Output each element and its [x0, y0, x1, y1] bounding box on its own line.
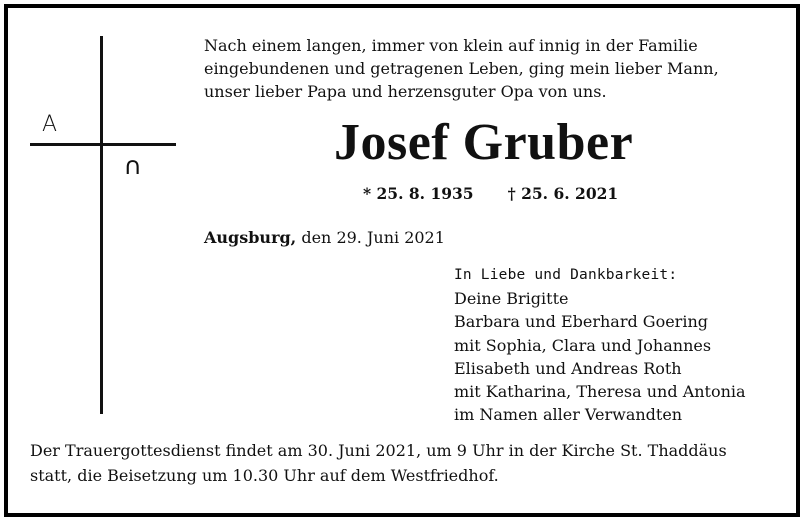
mourner-line: mit Sophia, Clara und Johannes [454, 335, 712, 355]
service-info [30, 438, 780, 488]
service-line: Der Trauergottesdienst findet am 30. Juni 2021, um 9 Uhr in der Kirche St. Thaddäus [30, 441, 727, 460]
service-line: statt, die Beisetzung um 10.30 Uhr auf dem Westfriedhof. [30, 466, 499, 485]
deceased-name: Josef Gruber [334, 114, 634, 171]
intro-line: unser lieber Papa und herzensguter Opa von uns. [204, 82, 607, 101]
birth-date: * 25. 8. 1935 [363, 184, 474, 203]
signoff-heading: In Liebe und Dankbarkeit: [454, 267, 678, 283]
place-date: den 29. Juni 2021 [296, 228, 445, 247]
mourner-line: Deine Brigitte [454, 289, 569, 309]
cross-vertical-bar [100, 36, 103, 414]
intro-line: Nach einem langen, immer von klein auf innig in der Familie [204, 36, 698, 55]
mourner-line: Barbara und Eberhard Goering [454, 312, 708, 332]
mourner-line: Elisabeth und Andreas Roth [454, 358, 682, 378]
place-city: Augsburg, [204, 228, 297, 247]
omega-symbol-icon: ∩ [123, 152, 143, 180]
alpha-symbol-icon: A [42, 112, 58, 137]
mourner-line: im Namen aller Verwandten [454, 405, 683, 425]
mourners-list [454, 264, 746, 426]
cross-horizontal-bar [30, 143, 176, 146]
life-dates [363, 184, 618, 203]
place-and-date [204, 228, 445, 247]
intro-line: eingebundenen und getragenen Leben, ging mein lieber Mann, [204, 59, 719, 78]
mourner-line: mit Katharina, Theresa und Antonia [454, 382, 746, 402]
death-date: † 25. 6. 2021 [507, 184, 619, 203]
intro-text [204, 34, 764, 103]
